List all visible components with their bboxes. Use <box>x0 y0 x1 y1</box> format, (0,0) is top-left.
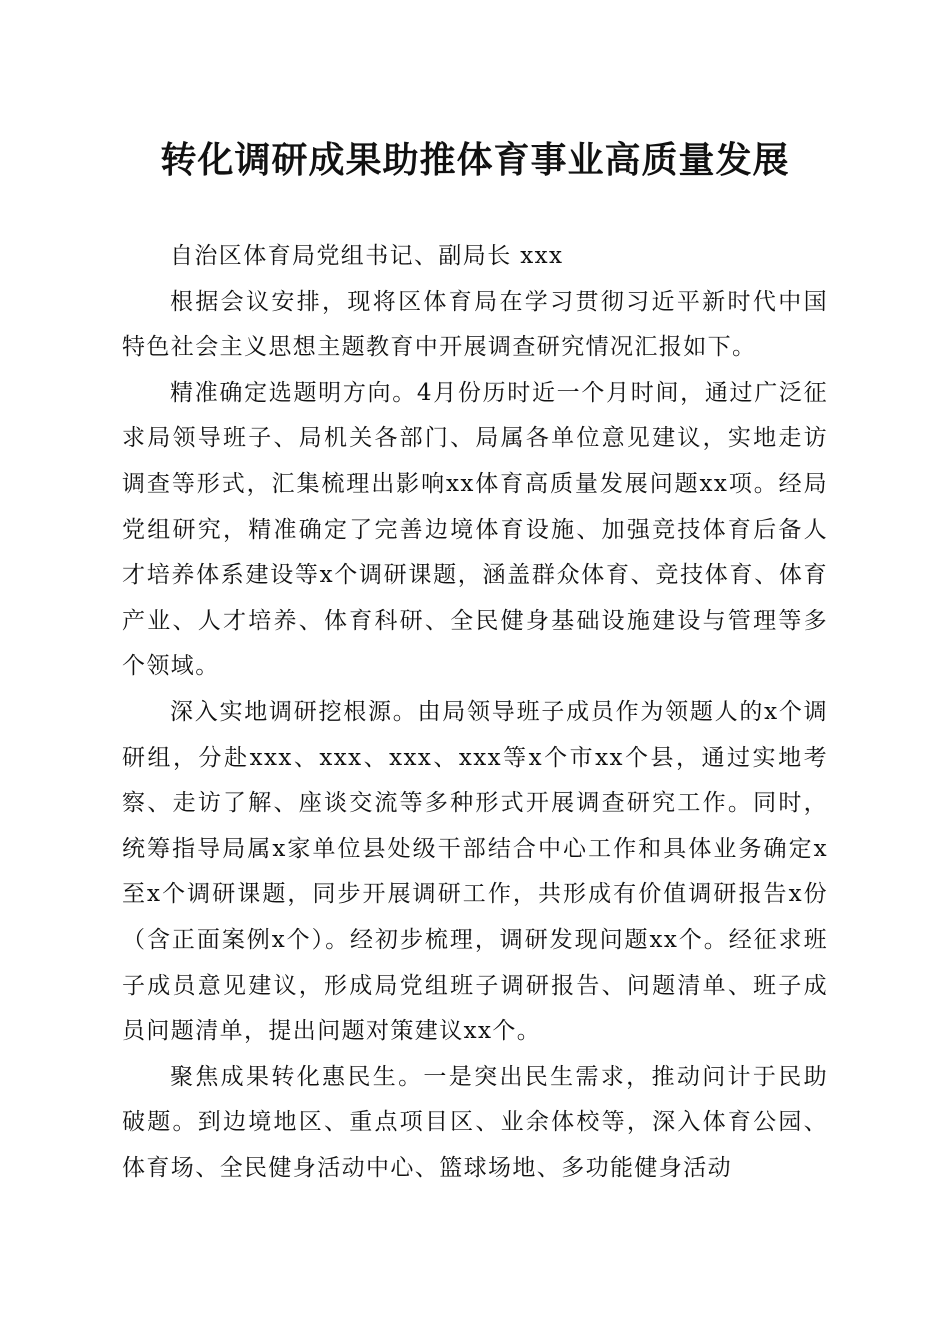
document-body <box>122 234 828 1191</box>
paragraph-field-research: 深入实地调研挖根源。由局领导班子成员作为领题人的x个调研组，分赴xxx、xxx、xxx、xxx等x个市xx个县，通过实地考察、走访了解、座谈交流等多种形式开展调查研究工作。同时，统筹指导局属x家单位县处级干部结合中心工作和具体业务确定x至x个调研课题，同步开展调研工作，共形成有价值调研报告x份（含正面案例x个）。经初步梳理，调研发现问题xx个。经征求班子成员意见建议，形成局党组班子调研报告、问题清单、班子成员问题清单，提出问题对策建议xx个。 <box>122 698 828 1045</box>
paragraph-results-transformation: 聚焦成果转化惠民生。一是突出民生需求，推动问计于民助破题。到边境地区、重点项目区、业余体校等，深入体育公园、体育场、全民健身活动中心、篮球场地、多功能健身活动 <box>122 1063 828 1181</box>
document-title: 转化调研成果助推体育事业高质量发展 <box>160 139 790 181</box>
paragraph-intro: 根据会议安排，现将区体育局在学习贯彻习近平新时代中国特色社会主义思想主题教育中开展调查研究情况汇报如下。 <box>122 288 828 361</box>
author-line: 自治区体育局党组书记、副局长 xxx <box>170 243 564 269</box>
paragraph-topic-selection: 精准确定选题明方向。4月份历时近一个月时间，通过广泛征求局领导班子、局机关各部门、局属各单位意见建议，实地走访调查等形式，汇集梳理出影响xx体育高质量发展问题xx项。经局党组研究，精准确定了完善边境体育设施、加强竞技体育后备人才培养体系建设等x个调研课题，涵盖群众体育、竞技体育、体育产业、人才培养、体育科研、全民健身基础设施建设与管理等多个领域。 <box>122 379 828 680</box>
